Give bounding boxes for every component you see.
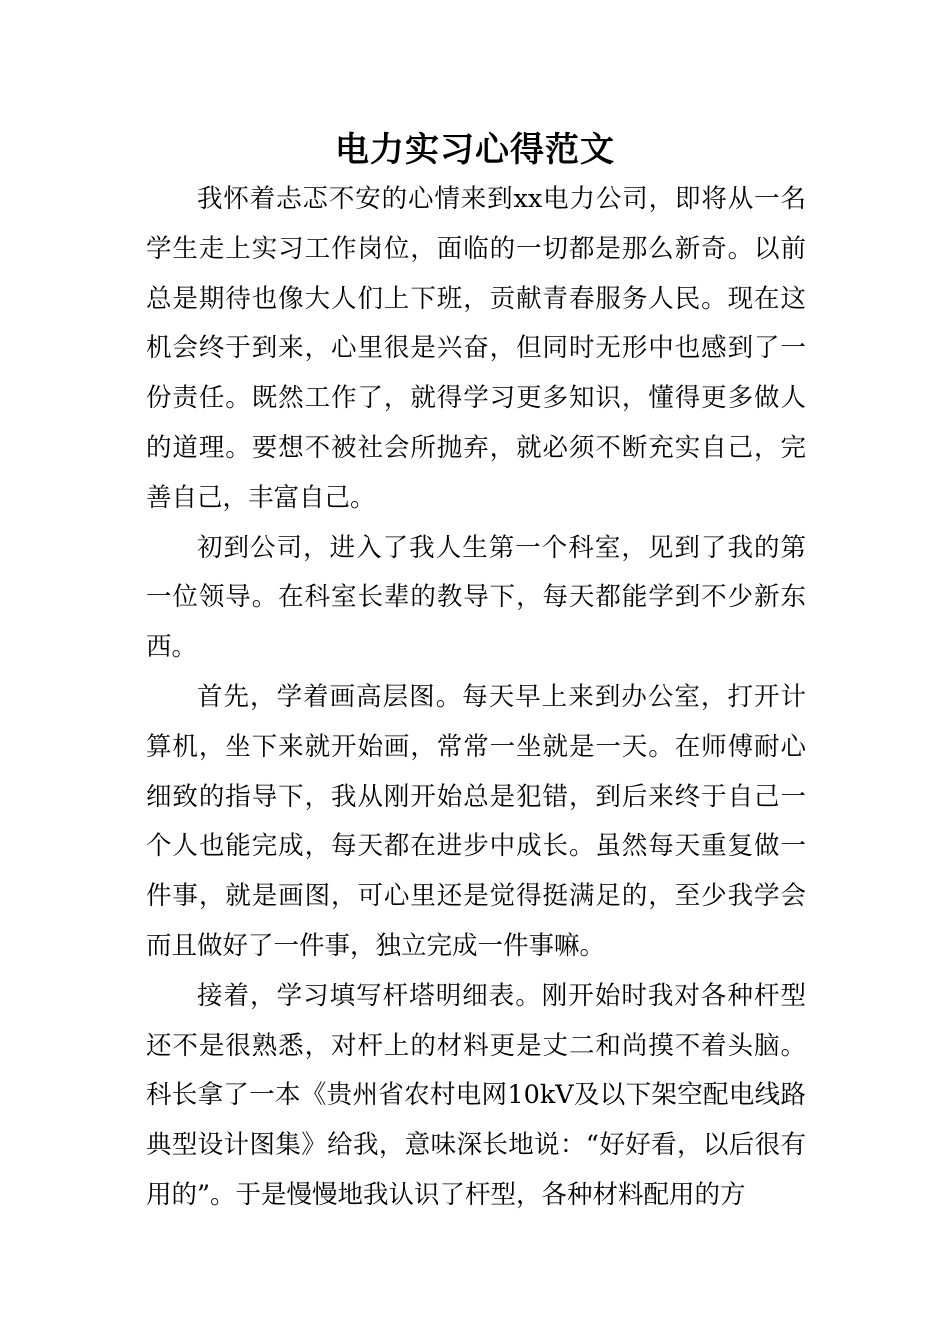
document-body — [146, 175, 806, 1221]
paragraph: 初到公司，进入了我人生第一个科室，见到了我的第一位领导。在科室长辈的教导下，每天都能学到不少新东西。 — [146, 532, 806, 663]
document-title: 电力实习心得范文 — [335, 130, 615, 170]
paragraph: 接着，学习填写杆塔明细表。刚开始时我对各种杆型还不是很熟悉，对杆上的材料更是丈二和尚摸不着头脑。科长拿了一本《贵州省农村电网10kV及以下架空配电线路典型设计图集》给我，意味深长地说：“好好看，以后很有用的”。于是慢慢地我认识了杆型，各种材料配用的方 — [146, 980, 806, 1210]
paragraph: 我怀着忐忑不安的心情来到xx电力公司，即将从一名学生走上实习工作岗位，面临的一切都是那么新奇。以前总是期待也像大人们上下班，贡献青春服务人民。现在这机会终于到来，心里很是兴奋，但同时无形中也感到了一份责任。既然工作了，就得学习更多知识，懂得更多做人的道理。要想不被社会所抛弃，就必须不断充实自己，完善自己，丰富自己。 — [146, 184, 806, 513]
paragraph: 首先，学着画高层图。每天早上来到办公室，打开计算机，坐下来就开始画，常常一坐就是一天。在师傅耐心细致的指导下，我从刚开始总是犯错，到后来终于自己一个人也能完成，每天都在进步中成长。虽然每天重复做一件事，就是画图，可心里还是觉得挺满足的，至少我学会而且做好了一件事，独立完成一件事嘛。 — [146, 681, 806, 961]
